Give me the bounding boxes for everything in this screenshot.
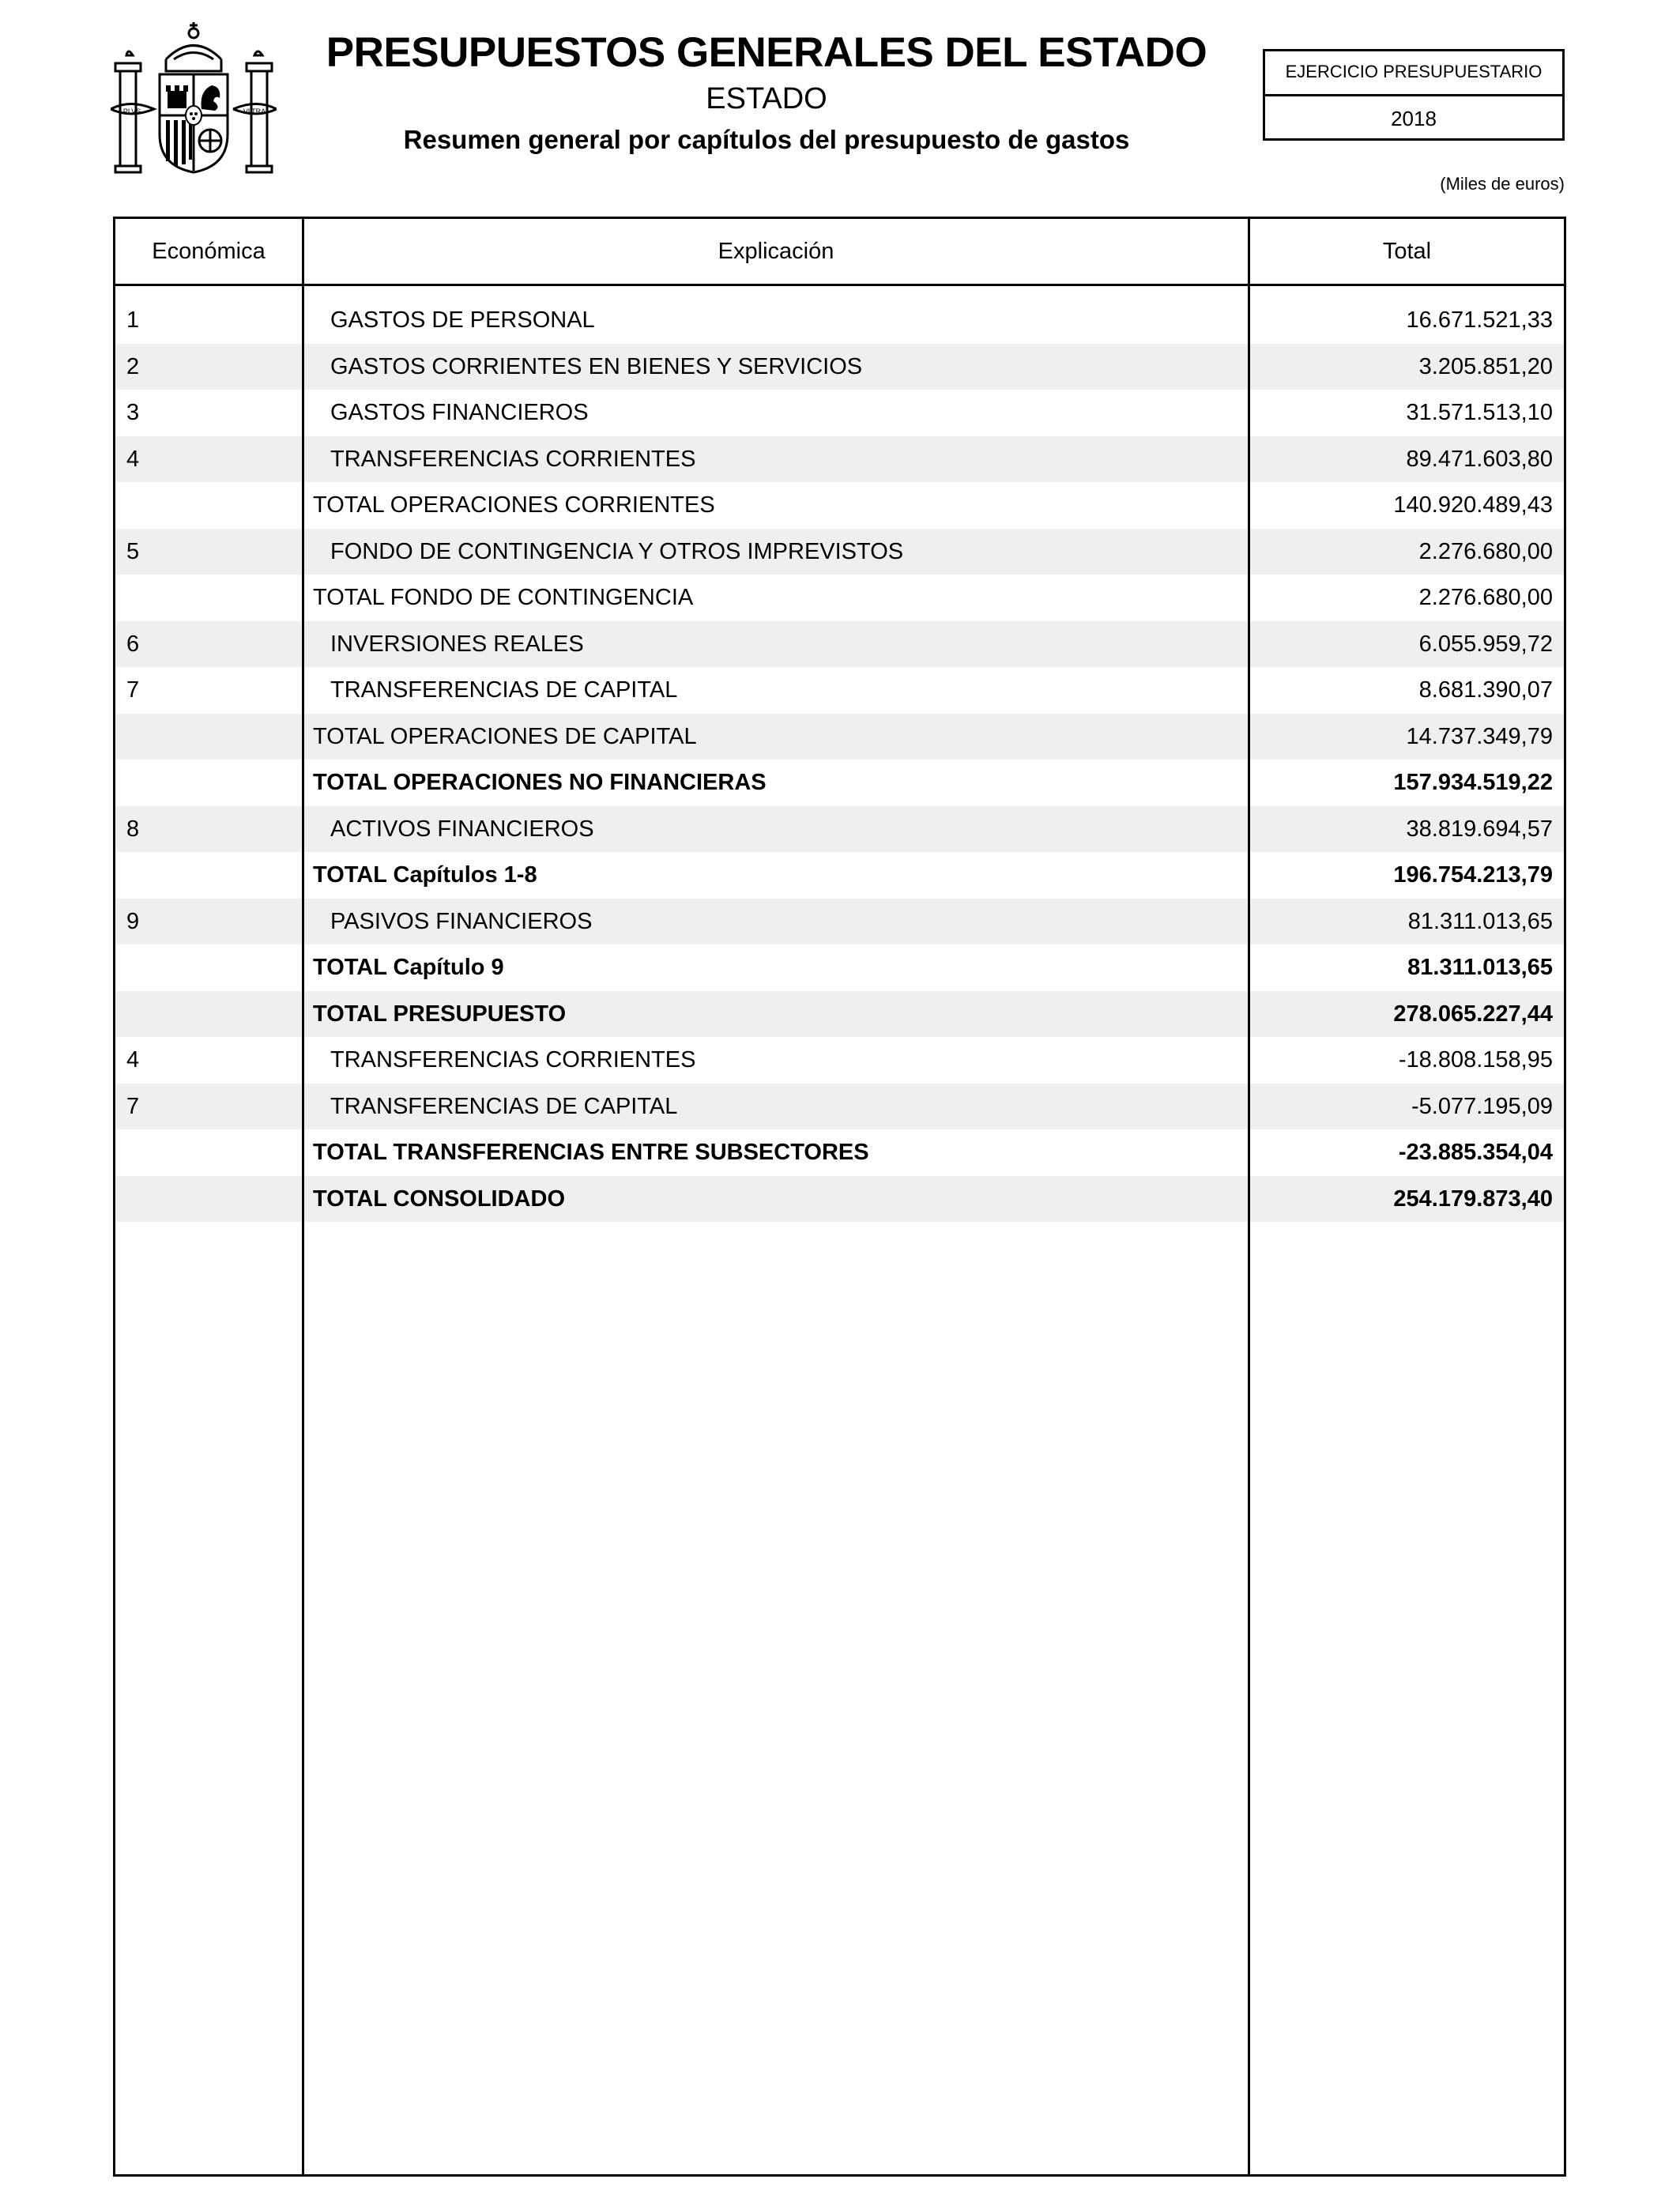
column-divider	[1248, 1084, 1250, 1130]
cell-code: 6	[126, 631, 140, 657]
cell-total: 254.179.873,40	[1393, 1186, 1553, 1212]
cell-total: 2.276.680,00	[1418, 585, 1553, 610]
cell-label: TOTAL CONSOLIDADO	[313, 1186, 565, 1212]
exercise-box	[1263, 49, 1565, 141]
cell-label: GASTOS FINANCIEROS	[330, 400, 589, 425]
column-divider	[302, 852, 304, 899]
cell-total: 8.681.390,07	[1418, 677, 1553, 703]
cell-label: FONDO DE CONTINGENCIA Y OTROS IMPREVISTOS	[330, 538, 904, 564]
cell-total: 89.471.603,80	[1406, 446, 1553, 472]
column-divider	[1248, 944, 1250, 991]
cell-total: 16.671.521,33	[1406, 307, 1553, 333]
cell-code: 7	[126, 1093, 140, 1119]
cell-label: TRANSFERENCIAS CORRIENTES	[330, 1047, 696, 1072]
cell-code: 9	[126, 908, 140, 934]
exercise-label: EJERCICIO PRESUPUESTARIO	[1265, 51, 1562, 96]
column-divider	[1248, 1176, 1250, 1223]
table-row	[115, 991, 1564, 1038]
cell-label: TRANSFERENCIAS DE CAPITAL	[330, 1093, 678, 1119]
column-divider	[1248, 436, 1250, 483]
table-row	[115, 667, 1564, 714]
column-header-economica: Económica	[152, 239, 266, 264]
cell-total: 196.754.213,79	[1393, 862, 1553, 888]
cell-label: GASTOS CORRIENTES EN BIENES Y SERVICIOS	[330, 353, 863, 379]
column-divider	[302, 621, 304, 668]
cell-label: INVERSIONES REALES	[330, 631, 584, 657]
cell-label: TOTAL OPERACIONES CORRIENTES	[313, 492, 715, 518]
entity-name: ESTADO	[706, 82, 827, 115]
table-row	[115, 1176, 1564, 1223]
column-divider	[1248, 899, 1250, 945]
cell-label: PASIVOS FINANCIEROS	[330, 908, 593, 934]
column-divider	[1248, 297, 1250, 344]
cell-total: 38.819.694,57	[1406, 816, 1553, 842]
table-row	[115, 1037, 1564, 1084]
column-divider	[1248, 1037, 1250, 1084]
cell-code: 4	[126, 1047, 140, 1072]
cell-label: TOTAL PRESUPUESTO	[313, 1001, 567, 1027]
column-divider	[1248, 991, 1250, 1038]
cell-code: 7	[126, 677, 140, 703]
cell-total: 2.276.680,00	[1418, 538, 1553, 564]
table-row	[115, 852, 1564, 899]
column-divider	[302, 436, 304, 483]
column-divider	[302, 899, 304, 945]
column-divider	[1248, 482, 1250, 529]
column-divider	[302, 344, 304, 390]
cell-label: TOTAL Capítulos 1-8	[313, 862, 537, 888]
cell-code: 8	[126, 816, 140, 842]
cell-total: -18.808.158,95	[1398, 1047, 1553, 1072]
cell-total: -5.077.195,09	[1411, 1093, 1553, 1119]
cell-total: -23.885.354,04	[1398, 1140, 1553, 1165]
cell-total: 81.311.013,65	[1407, 908, 1553, 934]
column-divider	[302, 482, 304, 529]
column-divider	[302, 714, 304, 760]
coat-of-arms-emblem	[111, 16, 277, 178]
cell-total: 3.205.851,20	[1418, 353, 1553, 379]
table-row	[115, 436, 1564, 483]
exercise-year: 2018	[1391, 107, 1437, 130]
units-note: (Miles de euros)	[1440, 174, 1565, 194]
cell-label: TRANSFERENCIAS CORRIENTES	[330, 446, 696, 472]
cell-total: 31.571.513,10	[1406, 400, 1553, 425]
column-divider	[1248, 344, 1250, 390]
cell-label: TOTAL TRANSFERENCIAS ENTRE SUBSECTORES	[313, 1140, 869, 1165]
column-divider	[302, 944, 304, 991]
svg-text:PLVS: PLVS	[122, 107, 141, 115]
column-divider	[302, 1129, 304, 1176]
column-divider	[1248, 714, 1250, 760]
table-row	[115, 760, 1564, 806]
table-row	[115, 344, 1564, 390]
column-header-explicacion: Explicación	[718, 239, 834, 264]
column-divider	[1248, 852, 1250, 899]
header-divider	[115, 284, 1564, 286]
column-divider	[302, 297, 304, 344]
cell-label: TOTAL FONDO DE CONTINGENCIA	[313, 585, 694, 610]
cell-label: TOTAL OPERACIONES DE CAPITAL	[313, 723, 697, 749]
cell-total: 6.055.959,72	[1418, 631, 1553, 657]
cell-code: 1	[126, 307, 140, 333]
column-divider	[1248, 667, 1250, 714]
cell-label: GASTOS DE PERSONAL	[330, 307, 595, 333]
column-divider	[302, 390, 304, 436]
table-row	[115, 714, 1564, 760]
column-divider	[1248, 806, 1250, 853]
cell-total: 81.311.013,65	[1407, 955, 1553, 980]
document-title: PRESUPUESTOS GENERALES DEL ESTADO	[326, 29, 1207, 76]
column-divider	[1248, 390, 1250, 436]
document-subtitle: Resumen general por capítulos del presupuesto de gastos	[403, 125, 1130, 154]
column-divider	[302, 1037, 304, 1084]
cell-label: ACTIVOS FINANCIEROS	[330, 816, 594, 842]
cell-total: 157.934.519,22	[1393, 770, 1553, 795]
column-divider	[302, 575, 304, 621]
table-row	[115, 944, 1564, 991]
svg-text:VLTRA: VLTRA	[243, 107, 266, 115]
column-divider	[302, 991, 304, 1038]
column-header-total: Total	[1382, 239, 1432, 264]
cell-total: 14.737.349,79	[1406, 723, 1553, 749]
column-divider	[302, 760, 304, 806]
cell-label: TRANSFERENCIAS DE CAPITAL	[330, 677, 678, 703]
table-row	[115, 1084, 1564, 1130]
cell-code: 4	[126, 446, 140, 472]
cell-code: 5	[126, 538, 140, 564]
cell-label: TOTAL OPERACIONES NO FINANCIERAS	[313, 770, 767, 795]
table-row	[115, 390, 1564, 436]
cell-total: 140.920.489,43	[1393, 492, 1553, 518]
table-row	[115, 1129, 1564, 1176]
table-row	[115, 621, 1564, 668]
cell-label: TOTAL Capítulo 9	[313, 955, 504, 980]
cell-code: 3	[126, 400, 140, 425]
column-divider	[1248, 529, 1250, 575]
column-divider	[302, 529, 304, 575]
column-divider	[1248, 621, 1250, 668]
cell-total: 278.065.227,44	[1393, 1001, 1553, 1027]
column-divider	[1248, 760, 1250, 806]
column-divider	[302, 1176, 304, 1223]
column-divider	[1248, 1129, 1250, 1176]
column-divider	[302, 1084, 304, 1130]
table-body	[115, 297, 1564, 1222]
column-divider	[1248, 575, 1250, 621]
column-divider	[302, 667, 304, 714]
table-row	[115, 575, 1564, 621]
table-row	[115, 899, 1564, 945]
table-row	[115, 529, 1564, 575]
table-row	[115, 482, 1564, 529]
column-divider	[302, 806, 304, 853]
table-row	[115, 806, 1564, 853]
budget-table	[113, 217, 1566, 2177]
cell-code: 2	[126, 353, 140, 379]
table-row	[115, 297, 1564, 344]
